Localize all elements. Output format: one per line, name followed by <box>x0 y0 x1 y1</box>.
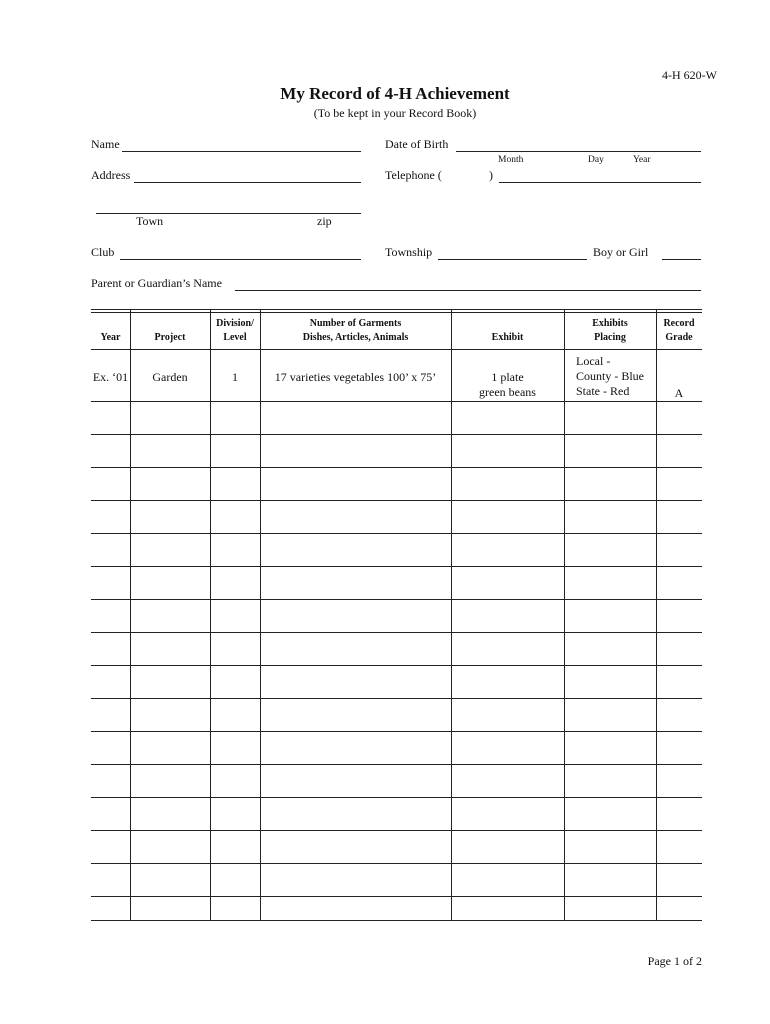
example-division: 1 <box>232 370 238 384</box>
zip-label: zip <box>317 214 332 228</box>
table-row[interactable] <box>91 632 702 633</box>
club-field[interactable] <box>120 259 361 260</box>
header-division <box>210 317 260 345</box>
township-field[interactable] <box>438 259 587 260</box>
header-placing-line1: Exhibits <box>592 318 628 329</box>
dob-field[interactable] <box>456 151 701 152</box>
table-bottom-rule <box>91 920 702 921</box>
page-subtitle: (To be kept in your Record Book) <box>313 106 477 120</box>
header-year: Year <box>100 332 121 343</box>
page-title: My Record of 4-H Achievement <box>280 84 510 103</box>
table-row[interactable] <box>91 500 702 501</box>
header-exhibit: Exhibit <box>491 332 524 343</box>
table-row[interactable] <box>91 797 702 798</box>
table-row[interactable] <box>91 896 702 897</box>
dob-month-label: Month <box>498 155 524 165</box>
table-row[interactable] <box>91 533 702 534</box>
table-row[interactable] <box>91 830 702 831</box>
table-row[interactable] <box>91 665 702 666</box>
address-field[interactable] <box>134 182 361 183</box>
example-exhibit <box>451 370 564 400</box>
header-grade-line1: Record <box>663 318 695 329</box>
telephone-field[interactable] <box>499 182 701 183</box>
table-row[interactable] <box>91 434 702 435</box>
example-number: 17 varieties vegetables 100’ x 75’ <box>274 370 437 384</box>
table-top-rule-2 <box>91 312 702 313</box>
example-placing <box>564 354 656 399</box>
township-label: Township <box>385 245 433 259</box>
dob-label: Date of Birth <box>385 137 449 151</box>
dob-year-label: Year <box>633 155 651 165</box>
header-rule <box>91 349 702 350</box>
boy-girl-field[interactable] <box>662 259 701 260</box>
telephone-paren: ) <box>489 168 493 182</box>
page-number: Page 1 of 2 <box>647 954 702 968</box>
header-number <box>260 317 451 345</box>
table-row[interactable] <box>91 599 702 600</box>
header-placing-line2: Placing <box>594 332 626 343</box>
club-label: Club <box>91 245 115 259</box>
example-exhibit-line2: green beans <box>479 385 536 399</box>
table-row[interactable] <box>91 467 702 468</box>
address-label: Address <box>91 168 131 182</box>
table-row[interactable] <box>91 698 702 699</box>
header-project: Project <box>154 332 186 343</box>
header-division-line2: Level <box>223 332 247 343</box>
table-row[interactable] <box>91 566 702 567</box>
table-row[interactable] <box>91 863 702 864</box>
header-number-line2: Dishes, Articles, Animals <box>302 332 409 343</box>
telephone-label: Telephone ( <box>385 168 442 182</box>
parent-field[interactable] <box>235 290 701 291</box>
table-row[interactable] <box>91 731 702 732</box>
dob-day-label: Day <box>588 155 604 165</box>
example-project: Garden <box>152 370 188 384</box>
name-label: Name <box>91 137 120 151</box>
parent-label: Parent or Guardian’s Name <box>91 276 222 290</box>
town-label: Town <box>136 214 164 228</box>
table-row <box>91 401 702 402</box>
form-number: 4-H 620-W <box>662 68 717 82</box>
example-placing-line1: Local - <box>576 354 611 368</box>
example-year: Ex. ‘01 <box>92 370 129 384</box>
header-division-line1: Division/ <box>216 318 254 329</box>
header-grade-line2: Grade <box>665 332 693 343</box>
table-row[interactable] <box>91 764 702 765</box>
achievement-table <box>91 309 702 921</box>
header-number-line1: Number of Garments <box>309 318 402 329</box>
table-top-rule <box>91 309 702 310</box>
name-field[interactable] <box>122 151 361 152</box>
header-grade <box>656 317 702 345</box>
header-placing <box>564 317 656 345</box>
example-placing-line2: County - Blue <box>576 369 644 383</box>
boy-girl-label: Boy or Girl <box>593 245 649 259</box>
example-exhibit-line1: 1 plate <box>491 370 524 384</box>
example-grade: A <box>674 386 684 400</box>
example-placing-line3: State - Red <box>576 384 630 398</box>
